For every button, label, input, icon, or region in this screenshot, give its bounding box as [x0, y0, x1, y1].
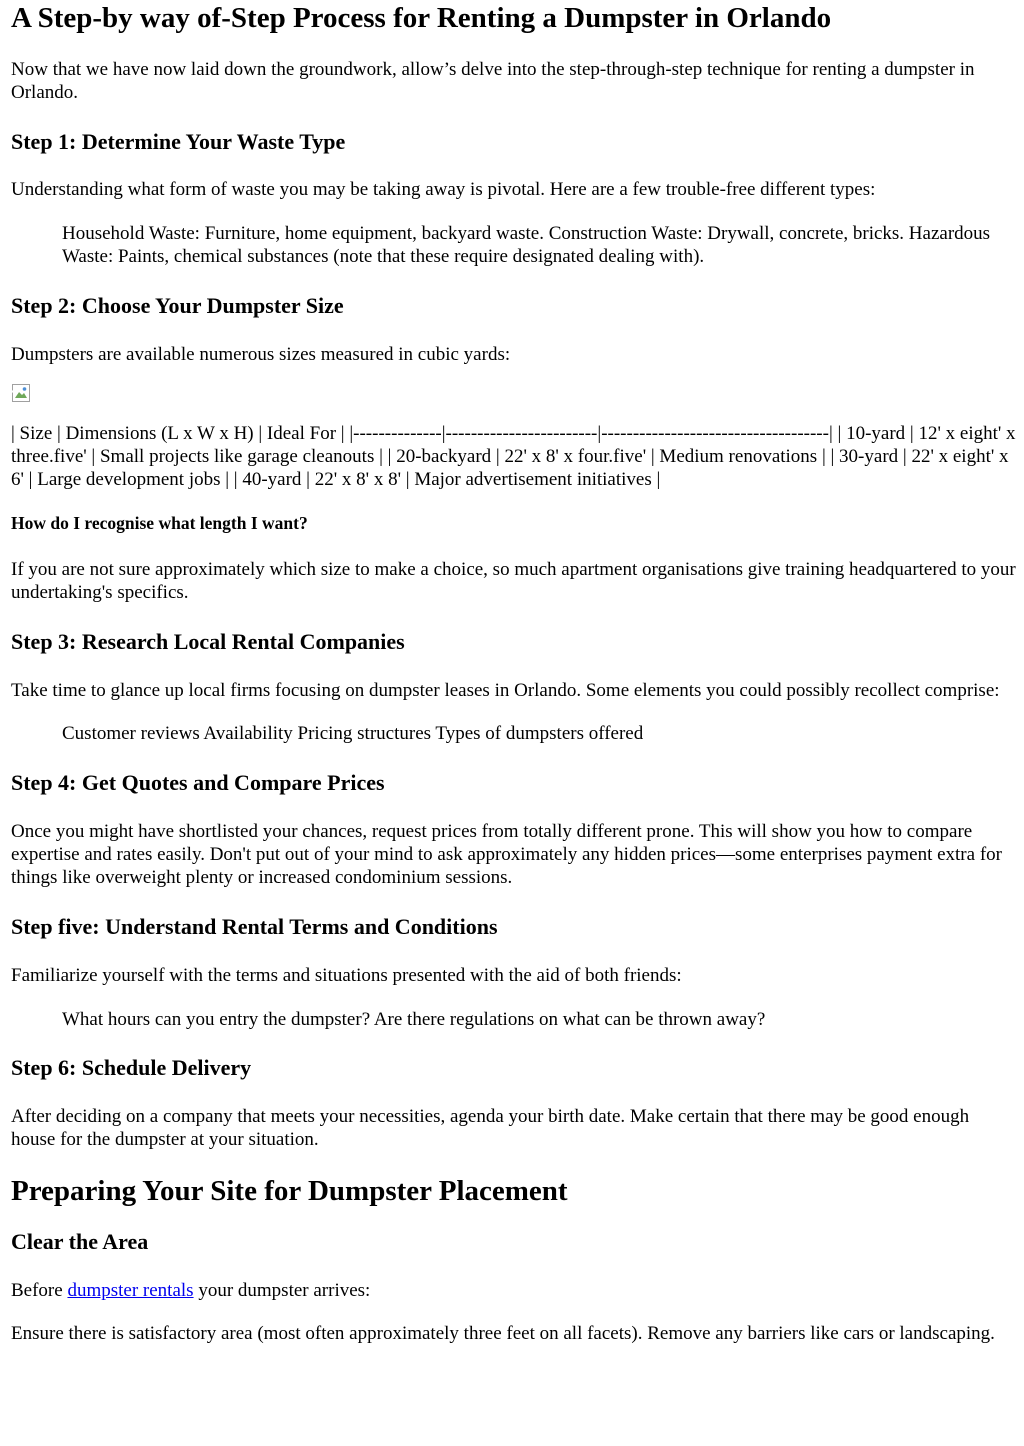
step3-quote: Customer reviews Availability Pricing structures Types of dumpsters offered [62, 723, 644, 744]
before-arrival-paragraph [11, 1279, 1016, 1302]
step4-paragraph: Once you might have shortlisted your chances, request prices from totally different prone. This will show you how to compare expertise and rates easily. Don't put out of your mind to ask approximately any hidden prices—some enterprises payment extra for things like overweight plenty or increased condominium sessions. [11, 821, 1002, 888]
step6-paragraph: After deciding on a company that meets your necessities, agenda your birth date. Make certain that there may be good enough house for the dumpster at your situation. [11, 1106, 970, 1150]
step6-heading: Step 6: Schedule Delivery [11, 1055, 252, 1080]
faq-answer: If you are not sure approximately which size to make a choice, so much apartment organisations give training headquartered to your undertaking's specifics. [11, 559, 1016, 603]
step1-quote: Household Waste: Furniture, home equipment, backyard waste. Construction Waste: Drywall, concrete, bricks. Hazardous Waste: Paints, chemical substances (note that these require designated dealing with). [62, 223, 991, 267]
before-suffix: your dumpster arrives: [193, 1280, 371, 1301]
clear-area-heading: Clear the Area [11, 1229, 149, 1254]
page-title: A Step-by way of-Step Process for Renting a Dumpster in Orlando [11, 2, 832, 34]
step2-paragraph: Dumpsters are available numerous sizes measured in cubic yards: [11, 344, 511, 365]
broken-image-icon [11, 383, 1016, 403]
step4-heading: Step 4: Get Quotes and Compare Prices [11, 770, 385, 795]
clear-area-paragraph: Ensure there is satisfactory area (most often approximately three feet on all facets). Remove any barriers like cars or landscaping. [11, 1323, 995, 1344]
step5-heading: Step five: Understand Rental Terms and Conditions [11, 914, 498, 939]
step5-paragraph: Familiarize yourself with the terms and situations presented with the aid of both friends: [11, 965, 682, 986]
section-title: Preparing Your Site for Dumpster Placement [11, 1175, 568, 1207]
faq-question: How do I recognise what length I want? [11, 513, 308, 533]
step2-heading: Step 2: Choose Your Dumpster Size [11, 293, 344, 318]
intro-paragraph: Now that we have now laid down the groundwork, allow’s delve into the step-through-step technique for renting a dumpster in Orlando. [11, 59, 975, 103]
before-prefix: Before [11, 1280, 68, 1301]
step1-paragraph: Understanding what form of waste you may be taking away is pivotal. Here are a few trouble-free different types: [11, 179, 876, 200]
step5-quote: What hours can you entry the dumpster? Are there regulations on what can be thrown away? [62, 1009, 766, 1030]
dumpster-size-table-text: | Size | Dimensions (L x W x H) | Ideal For | |--------------|------------------------|------------------------------------| | 10-yard | 12' x eight' x three.five' | Small projects like garage cleanouts | | 20-backyard | 22' x 8' x four.five' | Medium renovations | | 30-yard | 22' x eight' x 6' | Large development jobs | | 40-yard | 22' x 8' x 8' | Major advertisement initiatives | [11, 423, 1016, 490]
dumpster-rentals-link[interactable]: dumpster rentals [67, 1280, 194, 1301]
step3-paragraph: Take time to glance up local firms focusing on dumpster leases in Orlando. Some elements you could possibly recollect comprise: [11, 680, 1000, 701]
step1-heading: Step 1: Determine Your Waste Type [11, 129, 346, 154]
step3-heading: Step 3: Research Local Rental Companies [11, 629, 405, 654]
